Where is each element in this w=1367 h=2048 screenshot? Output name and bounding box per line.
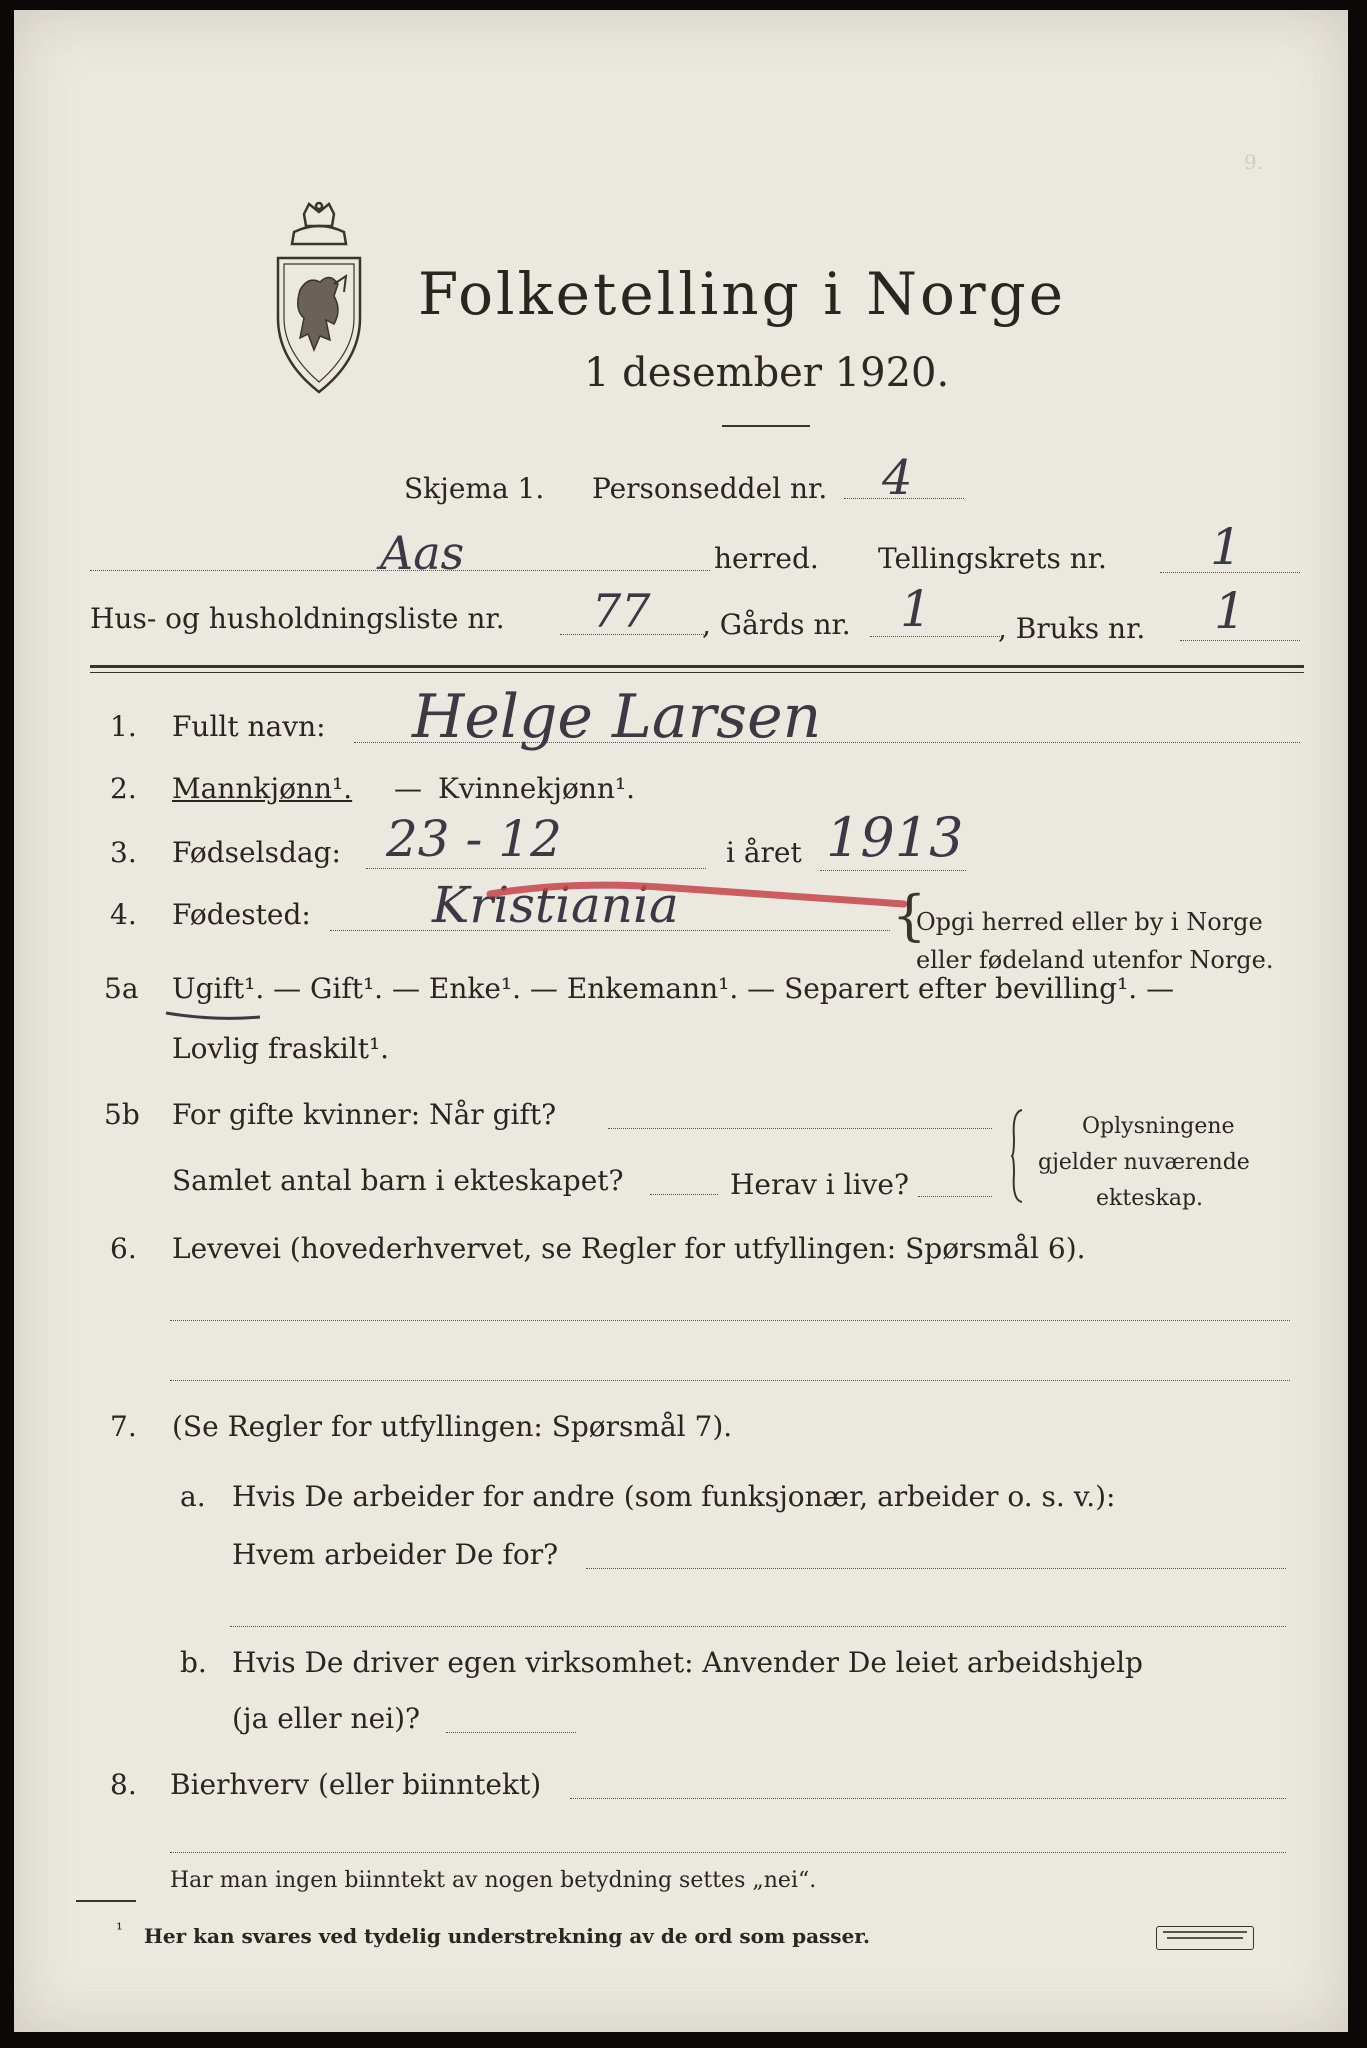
q5b-barn-line xyxy=(650,1194,718,1195)
q7a-line1: Hvis De arbeider for andre (som funksjonær, arbeider o. s. v.): xyxy=(232,1480,1116,1513)
q3-number: 3. xyxy=(110,836,137,869)
q6-number: 6. xyxy=(110,1232,137,1265)
personseddel-value: 4 xyxy=(882,450,913,506)
gards-line xyxy=(870,636,1000,637)
section-rule xyxy=(90,665,1304,668)
q4-note-1: Opgi herred eller by i Norge xyxy=(916,908,1263,936)
gards-label: , Gårds nr. xyxy=(702,608,851,641)
skjema-label: Skjema 1. xyxy=(404,472,545,505)
husholdningsliste-label: Hus- og husholdningsliste nr. xyxy=(90,602,505,635)
bottom-note: Har man ingen biinntekt av nogen betydning settes „nei“. xyxy=(170,1868,817,1893)
q7a-line2: Hvem arbeider De for? xyxy=(232,1538,559,1571)
q8-answer-line-1 xyxy=(570,1798,1286,1799)
q6-label: Levevei (hovederhvervet, se Regler for utfyllingen: Spørsmål 6). xyxy=(172,1232,1086,1265)
q3-line xyxy=(366,868,706,869)
q5b-note-2: gjelder nuværende xyxy=(1038,1150,1250,1175)
q3-year-label: i året xyxy=(726,836,802,869)
q5b-line2a: Samlet antal barn i ekteskapet? xyxy=(172,1164,624,1197)
q7b-answer-line xyxy=(446,1732,576,1733)
q1-value: Helge Larsen xyxy=(412,682,822,752)
tellingskrets-label: Tellingskrets nr. xyxy=(878,542,1107,575)
q8-number: 8. xyxy=(110,1768,137,1801)
husholdningsliste-value: 77 xyxy=(592,584,651,638)
q7b-line2: (ja eller nei)? xyxy=(232,1702,421,1735)
q1-number: 1. xyxy=(110,710,137,743)
q8-label: Bierhverv (eller biinntekt) xyxy=(170,1768,542,1801)
q8-answer-line-2 xyxy=(170,1852,1286,1853)
q7a-answer-line-1 xyxy=(586,1568,1286,1569)
q4-label: Fødested: xyxy=(172,898,311,931)
bruks-line xyxy=(1180,640,1300,641)
q5b-number: 5b xyxy=(104,1098,140,1131)
q3-label: Fødselsdag: xyxy=(172,836,341,869)
q4-number: 4. xyxy=(110,898,137,931)
footnote-text: Her kan svares ved tydelig understrekning av de ord som passer. xyxy=(144,1924,870,1948)
form-date: 1 desember 1920. xyxy=(584,350,950,396)
q6-answer-line-1 xyxy=(170,1320,1290,1321)
q2-number: 2. xyxy=(110,772,137,805)
q1-label: Fullt navn: xyxy=(172,710,326,743)
q5b-brace xyxy=(1010,1108,1024,1204)
q7-number: 7. xyxy=(110,1410,137,1443)
q7b-line1: Hvis De driver egen virksomhet: Anvender De leiet arbeidshjelp xyxy=(232,1646,1143,1679)
ugift-underline-mark xyxy=(164,1008,264,1022)
q3-year-line xyxy=(820,870,966,871)
q7-label: (Se Regler for utfyllingen: Spørsmål 7). xyxy=(172,1410,733,1443)
q5a-number: 5a xyxy=(104,972,139,1005)
q2-separator: — xyxy=(394,772,422,805)
q2-male: Mannkjønn¹. xyxy=(172,772,353,805)
herred-value: Aas xyxy=(380,526,465,580)
bruks-label: , Bruks nr. xyxy=(998,612,1146,645)
q5b-live-line xyxy=(918,1196,992,1197)
red-pencil-mark xyxy=(484,878,914,918)
q2-female: Kvinnekjønn¹. xyxy=(438,772,636,805)
q7a-answer-line-2 xyxy=(230,1626,1286,1627)
footnote-mark: ¹ xyxy=(116,1920,123,1940)
q3-year-value: 1913 xyxy=(826,806,964,869)
herred-label: herred. xyxy=(714,542,819,575)
show-through-text: 9. xyxy=(1244,150,1264,174)
q5b-note-3: ekteskap. xyxy=(1096,1186,1204,1211)
q6-answer-line-2 xyxy=(170,1380,1290,1381)
q5b-line1: For gifte kvinner: Når gift? xyxy=(172,1098,557,1131)
q7a-number: a. xyxy=(180,1480,206,1513)
bruks-value: 1 xyxy=(1214,582,1246,640)
footnote-rule xyxy=(76,1900,136,1902)
title-divider xyxy=(722,425,810,427)
q4-note-2: eller fødeland utenfor Norge. xyxy=(916,946,1274,974)
personseddel-label: Personseddel nr. xyxy=(592,472,828,505)
q4-value: Kristiania xyxy=(432,876,679,934)
q3-value: 23 - 12 xyxy=(386,810,562,868)
section-rule-thin xyxy=(90,672,1304,673)
q7b-number: b. xyxy=(180,1646,207,1679)
form-title: Folketelling i Norge xyxy=(418,260,1067,328)
q5b-line2b: Herav i live? xyxy=(730,1168,909,1201)
gards-value: 1 xyxy=(900,580,932,638)
q5a-line2: Lovlig fraskilt¹. xyxy=(172,1032,390,1065)
q5b-gift-line xyxy=(608,1128,992,1129)
norway-lion-coat-of-arms-icon xyxy=(264,200,374,400)
tellingskrets-value: 1 xyxy=(1210,518,1242,576)
q5a-line1: Ugift¹. — Gift¹. — Enke¹. — Enkemann¹. — Separert efter bevilling¹. — xyxy=(172,972,1175,1005)
q5b-note-1: Oplysningene xyxy=(1082,1114,1235,1139)
q4-brace: { xyxy=(892,884,927,947)
census-form-page xyxy=(14,10,1348,2032)
printer-stamp xyxy=(1156,1926,1254,1950)
